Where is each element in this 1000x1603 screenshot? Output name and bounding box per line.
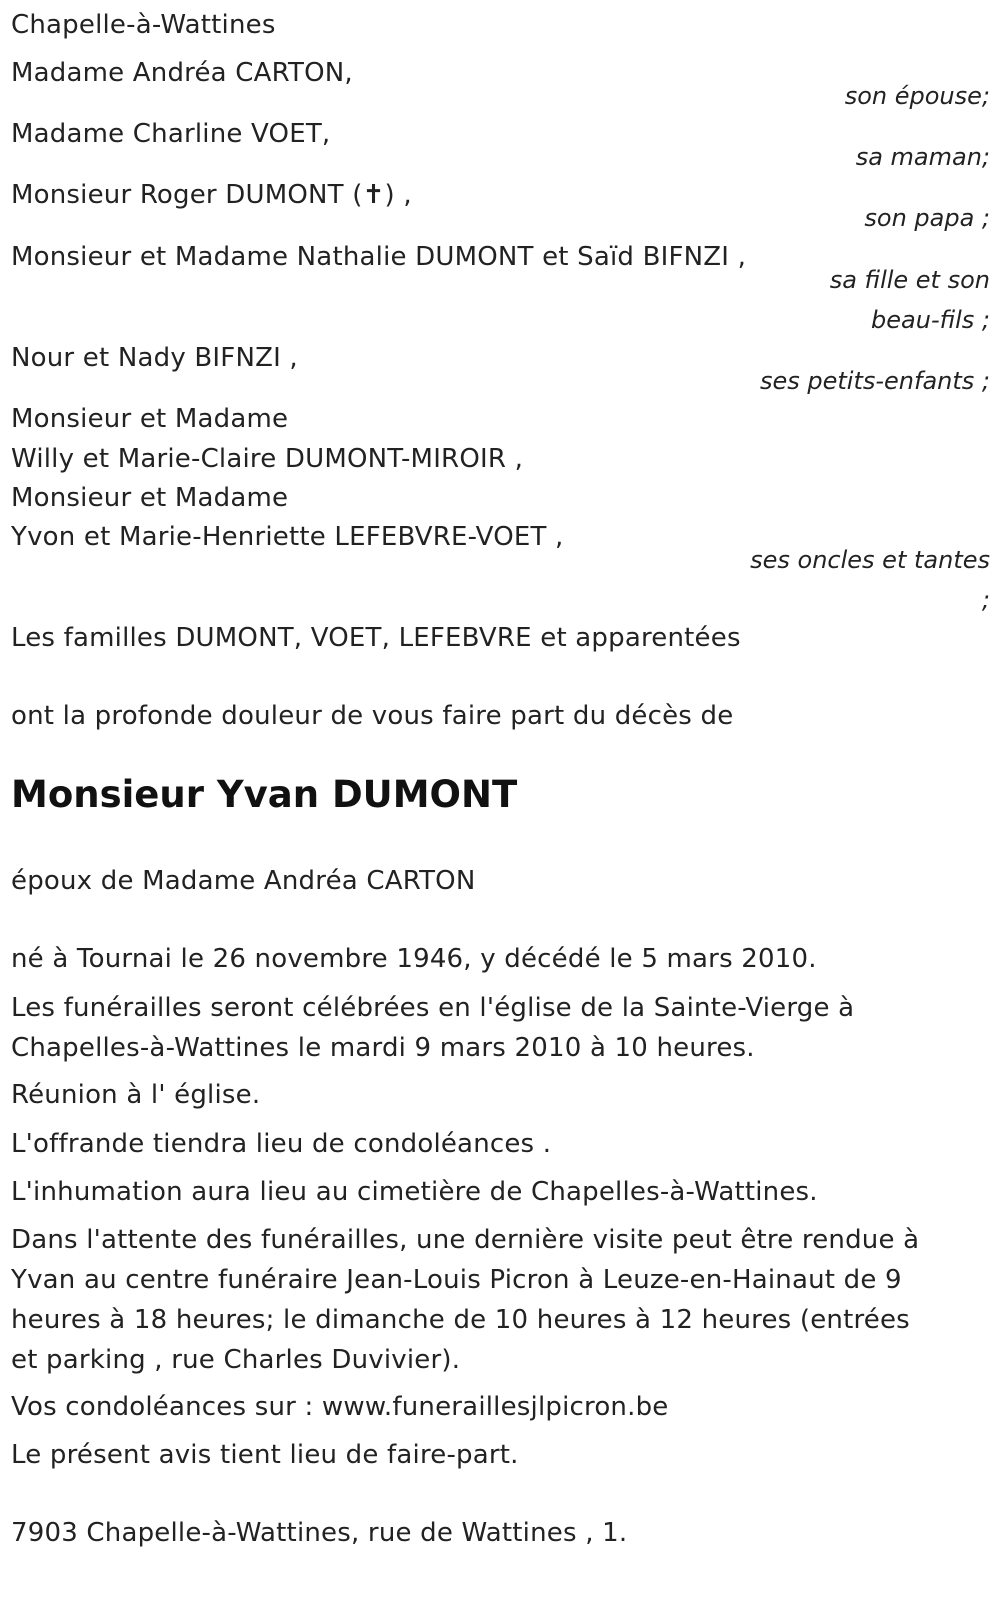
visit-information: Dans l'attente des funérailles, une dernière visite peut être rendue à Yvan au centre funéraire Jean-Louis Picron à Leuze-en-Hainaut de 9 heures à 18 heures; le dimanche de 10 heures à 12 heures (entrées et parking , rue Charles Duvivier). [11, 1225, 920, 1375]
relation-spouse: son épouse; [844, 82, 990, 110]
condolences-website: Vos condoléances sur : www.funeraillesjlpicron.be [11, 1392, 669, 1422]
deceased-birth-death: né à Tournai le 26 novembre 1946, y décédé le 5 mars 2010. [11, 944, 817, 974]
notice-disclaimer: Le présent avis tient lieu de faire-part. [11, 1440, 519, 1470]
offering-note: L'offrande tiendra lieu de condoléances . [11, 1129, 552, 1159]
family-member-daughter: Monsieur et Madame Nathalie DUMONT et Saïd BIFNZI , [11, 242, 747, 272]
burial-note: L'inhumation aura lieu au cimetière de Chapelles-à-Wattines. [11, 1177, 818, 1207]
family-member-mother: Madame Charline VOET, [11, 119, 331, 149]
family-member-father: Monsieur Roger DUMONT (✝) , [11, 180, 412, 210]
town-heading: Chapelle-à-Wattines [11, 10, 276, 40]
relation-father: son papa ; [864, 204, 990, 232]
relation-uncles-aunts: ses oncles et tantes ; [750, 546, 990, 614]
deceased-spouse: époux de Madame Andréa CARTON [11, 866, 476, 896]
family-member-uncle-line-4: Yvon et Marie-Henriette LEFEBVRE-VOET , [11, 522, 564, 552]
families-line: Les familles DUMONT, VOET, LEFEBVRE et apparentées [11, 623, 741, 653]
announcement-text: ont la profonde douleur de vous faire part du décès de [11, 701, 734, 731]
family-member-uncle-line-3: Monsieur et Madame [11, 483, 289, 513]
relation-daughter: sa fille et son beau-fils ; [829, 266, 990, 334]
church-meeting: Réunion à l' église. [11, 1080, 261, 1110]
home-address: 7903 Chapelle-à-Wattines, rue de Wattines , 1. [11, 1518, 628, 1548]
funeral-ceremony: Les funérailles seront célébrées en l'église de la Sainte-Vierge à Chapelles-à-Wattines le mardi 9 mars 2010 à 10 heures. [11, 993, 855, 1063]
family-member-grandchildren: Nour et Nady BIFNZI , [11, 343, 298, 373]
family-member-uncle-line-2: Willy et Marie-Claire DUMONT-MIROIR , [11, 444, 524, 474]
family-member-uncle-line-1: Monsieur et Madame [11, 404, 289, 434]
family-member-spouse: Madame Andréa CARTON, [11, 58, 353, 88]
relation-mother: sa maman; [855, 143, 990, 171]
relation-grandchildren: ses petits-enfants ; [759, 367, 990, 395]
deceased-name: Monsieur Yvan DUMONT [11, 773, 518, 816]
